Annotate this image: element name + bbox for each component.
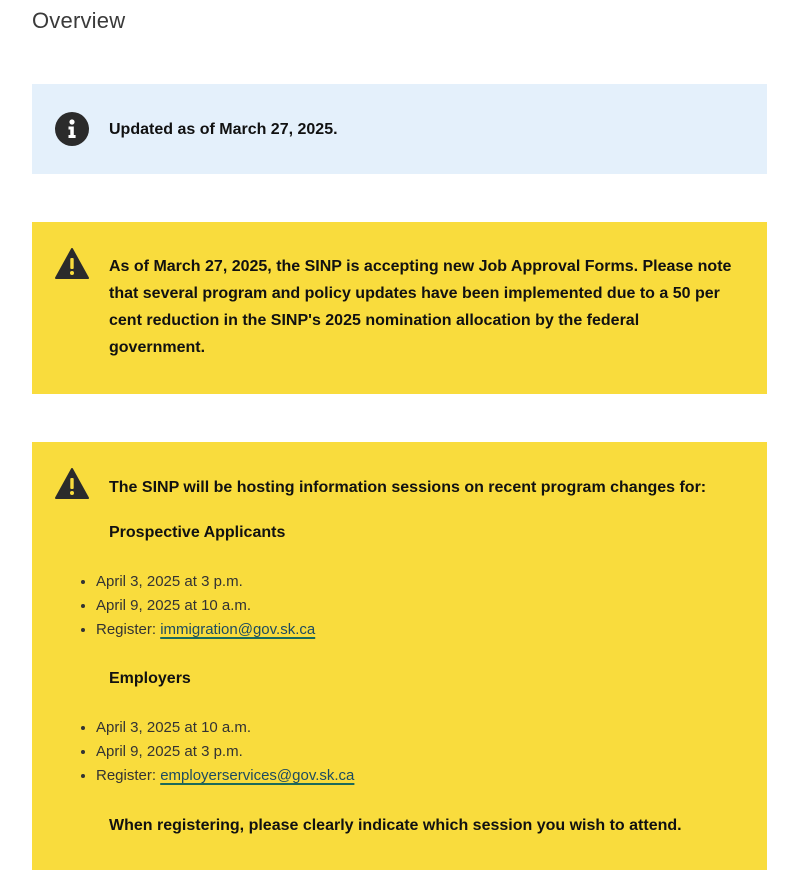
list-item: • April 9, 2025 at 10 a.m.: [96, 594, 315, 618]
warning-callout-text: As of March 27, 2025, the SINP is accepting new Job Approval Forms. Please note that several program and policy updates have been implemented due to a 50 per cent reduction in the SINP's 2025 nomination allocation by the federal government.: [109, 258, 732, 356]
info-sessions-heading: The SINP will be hosting information sessions on recent program changes for:: [109, 479, 707, 496]
warning-icon: [55, 247, 89, 281]
employers-subheading: Employers: [109, 670, 191, 687]
info-icon: [55, 112, 89, 146]
immigration-email-link[interactable]: immigration@gov.sk.ca: [160, 621, 316, 638]
list-item: • April 3, 2025 at 10 a.m.: [96, 716, 354, 740]
list-item: • April 3, 2025 at 3 p.m.: [96, 570, 315, 594]
applicants-session-list: [82, 570, 315, 642]
info-callout: [32, 84, 767, 174]
page-title: Overview: [32, 8, 126, 33]
warning-callout-info-sessions: [32, 442, 767, 870]
info-callout-text: Updated as of March 27, 2025.: [109, 121, 338, 138]
warning-icon: [55, 467, 89, 501]
applicants-subheading: Prospective Applicants: [109, 524, 286, 541]
list-item: • Register: immigration@gov.sk.ca: [96, 618, 315, 642]
registration-note: When registering, please clearly indicate which session you wish to attend.: [109, 817, 682, 834]
list-item: • Register: employerservices@gov.sk.ca: [96, 764, 354, 788]
warning-callout-job-approval: [32, 222, 767, 394]
employer-services-email-link[interactable]: employerservices@gov.sk.ca: [160, 767, 355, 784]
employers-session-list: [82, 716, 354, 788]
list-item: • April 9, 2025 at 3 p.m.: [96, 740, 354, 764]
